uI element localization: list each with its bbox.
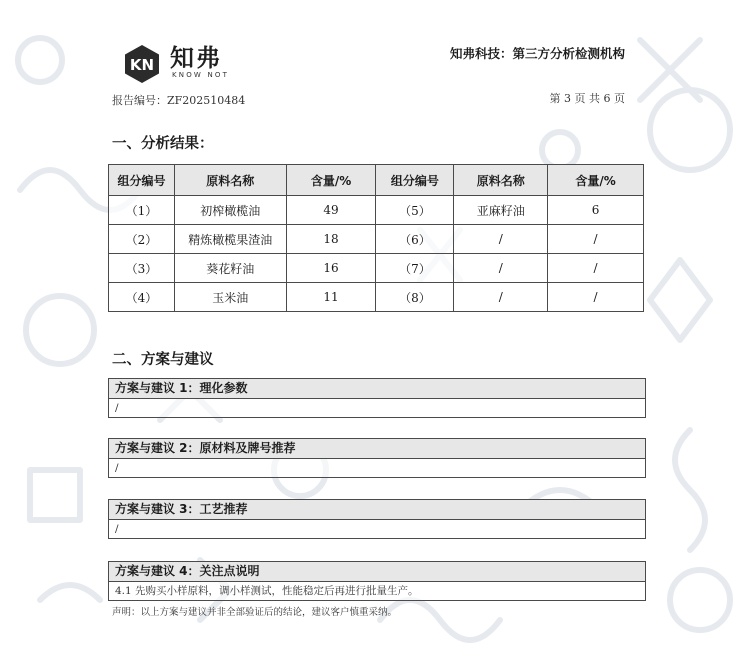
recommendation-heading: 方案与建议 3：工艺推荐 bbox=[109, 500, 645, 520]
recommendation-content: / bbox=[115, 402, 119, 414]
kn-logo-icon bbox=[122, 44, 162, 84]
table-cell: / bbox=[548, 225, 644, 254]
recommendation-box-4 bbox=[108, 561, 646, 601]
table-cell: 16 bbox=[286, 254, 376, 283]
recommendation-content: / bbox=[115, 523, 119, 535]
recommendation-heading: 方案与建议 4：关注点说明 bbox=[109, 562, 645, 582]
report-number-label: 报告编号： bbox=[112, 94, 167, 107]
analysis-results-table bbox=[108, 164, 644, 312]
table-cell: （8） bbox=[376, 283, 454, 312]
table-row bbox=[109, 254, 644, 283]
recommendation-heading: 方案与建议 1：理化参数 bbox=[109, 379, 645, 399]
table-cell: （1） bbox=[109, 196, 175, 225]
table-cell: / bbox=[548, 254, 644, 283]
table-cell: （5） bbox=[376, 196, 454, 225]
table-row bbox=[109, 225, 644, 254]
company-name: 知弗科技：第三方分析检测机构 bbox=[449, 46, 625, 61]
header-material-name: 原料名称 bbox=[454, 165, 548, 196]
recommendation-box-2 bbox=[108, 438, 646, 478]
table-cell: （3） bbox=[109, 254, 175, 283]
header-material-name: 原料名称 bbox=[174, 165, 286, 196]
table-cell: 6 bbox=[548, 196, 644, 225]
table-cell: / bbox=[454, 225, 548, 254]
header-component-no: 组分编号 bbox=[109, 165, 175, 196]
recommendation-box-1 bbox=[108, 378, 646, 418]
table-cell: / bbox=[548, 283, 644, 312]
table-cell: 亚麻籽油 bbox=[454, 196, 548, 225]
table-cell: 11 bbox=[286, 283, 376, 312]
table-cell: / bbox=[454, 254, 548, 283]
table-header-row bbox=[109, 165, 644, 196]
logo-chinese-name: 知弗 bbox=[170, 44, 222, 72]
report-number-value: ZF202510484 bbox=[167, 94, 246, 107]
header-component-no: 组分编号 bbox=[376, 165, 454, 196]
table-cell: / bbox=[454, 283, 548, 312]
page-counter: 第 3 页 共 6 页 bbox=[549, 92, 625, 105]
disclaimer-note: 声明：以上方案与建议并非全部验证后的结论，建议客户慎重采纳。 bbox=[112, 607, 398, 618]
brand-logo bbox=[122, 44, 282, 84]
table-cell: 玉米油 bbox=[174, 283, 286, 312]
table-cell: （2） bbox=[109, 225, 175, 254]
section-analysis-title: 一、分析结果： bbox=[112, 136, 214, 152]
table-row bbox=[109, 196, 644, 225]
table-cell: 18 bbox=[286, 225, 376, 254]
table-cell: 初榨橄榄油 bbox=[174, 196, 286, 225]
section-recommendations-title: 二、方案与建议 bbox=[112, 352, 214, 368]
report-number bbox=[112, 92, 245, 108]
table-cell: （7） bbox=[376, 254, 454, 283]
table-cell: （6） bbox=[376, 225, 454, 254]
logo-english-name: KNOW NOT bbox=[172, 71, 230, 79]
table-cell: （4） bbox=[109, 283, 175, 312]
recommendation-box-3 bbox=[108, 499, 646, 539]
recommendation-content: / bbox=[115, 462, 119, 474]
table-cell: 49 bbox=[286, 196, 376, 225]
table-cell: 葵花籽油 bbox=[174, 254, 286, 283]
table-row bbox=[109, 283, 644, 312]
recommendation-heading: 方案与建议 2：原材料及牌号推荐 bbox=[109, 439, 645, 459]
table-cell: 精炼橄榄果渣油 bbox=[174, 225, 286, 254]
header-content: 含量/% bbox=[548, 165, 644, 196]
recommendation-content: 4.1 先购买小样原料，调小样测试，性能稳定后再进行批量生产。 bbox=[115, 585, 419, 597]
header-content: 含量/% bbox=[286, 165, 376, 196]
svg-text:KN: KN bbox=[129, 56, 155, 74]
